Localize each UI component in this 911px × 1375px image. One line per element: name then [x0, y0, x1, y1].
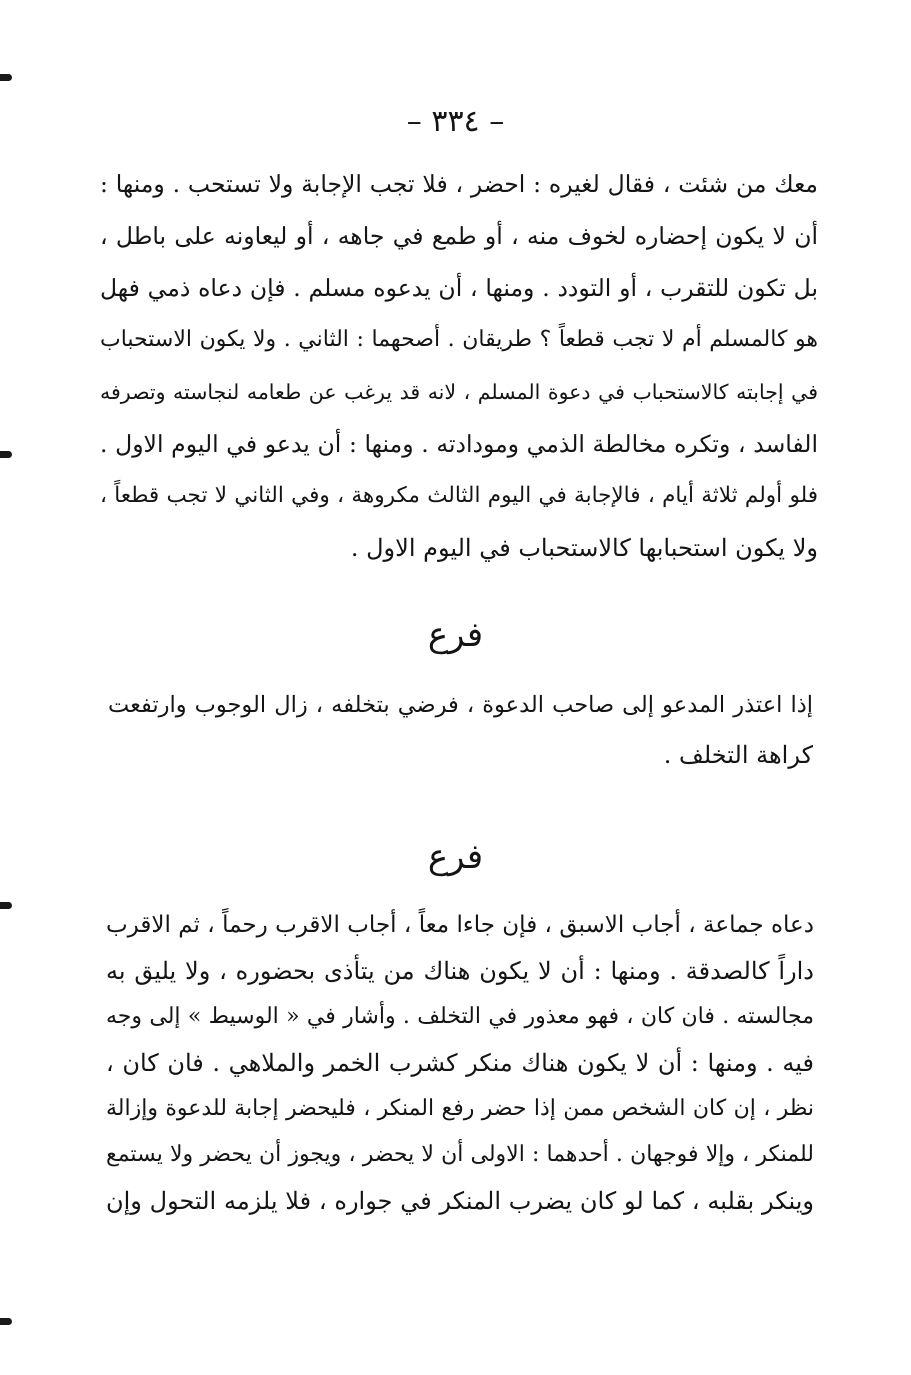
- paragraph-2: [108, 680, 813, 780]
- text-line: في إجابته كالاستحباب في دعوة المسلم ، لانه قد يرغب عن طعامه لنجاسته وتصرفه: [100, 380, 818, 404]
- text-line: كراهة التخلف .: [663, 741, 813, 769]
- text-line: دعاه جماعة ، أجاب الاسبق ، فإن جاءا معاً ، أجاب الاقرب رحماً ، ثم الاقرب: [106, 912, 814, 938]
- text-line: هو كالمسلم أم لا تجب قطعاً ؟ طريقان . أصحهما : الثاني . ولا يكون الاستحباب: [100, 327, 818, 352]
- text-line: فيه . ومنها : أن لا يكون هناك منكر كشرب الخمر والملاهي . فان كان ،: [106, 1049, 814, 1077]
- text-line: ولا يكون استحبابها كالاستحباب في اليوم الاول .: [350, 534, 818, 562]
- text-line: إذا اعتذر المدعو إلى صاحب الدعوة ، فرضي بتخلفه ، زال الوجوب وارتفعت: [108, 692, 813, 718]
- text-line: للمنكر ، وإلا فوجهان . أحدهما : الاولى أن لا يحضر ، ويجوز أن يحضر ولا يستمع: [106, 1142, 814, 1167]
- text-line: مجالسته . فان كان ، فهو معذور في التخلف . وأشار في « الوسيط » إلى وجه: [106, 1004, 814, 1029]
- margin-mark: [0, 451, 12, 458]
- text-line: نظر ، إن كان الشخص ممن إذا حضر رفع المنكر ، فليحضر إجابة للدعوة وإزالة: [106, 1096, 814, 1121]
- text-line: بل تكون للتقرب ، أو التودد . ومنها ، أن يدعوه مسلم . فإن دعاه ذمي فهل: [100, 274, 818, 302]
- text-line: معك من شئت ، فقال لغيره : احضر ، فلا تجب الإجابة ولا تستحب . ومنها :: [100, 170, 818, 198]
- section-heading: فرع: [427, 837, 484, 877]
- page-number: – ٣٣٤ –: [406, 104, 505, 139]
- text-line: أن لا يكون إحضاره لخوف منه ، أو طمع في جاهه ، أو ليعاونه على باطل ،: [100, 222, 818, 250]
- margin-mark: [0, 902, 12, 909]
- margin-mark: [0, 74, 12, 81]
- text-line: الفاسد ، وتكره مخالطة الذمي ومودادته . ومنها : أن يدعو في اليوم الاول .: [100, 430, 818, 458]
- text-line: داراً كالصدقة . ومنها : أن لا يكون هناك من يتأذى بحضوره ، ولا يليق به: [106, 957, 814, 985]
- paragraph-3: [106, 902, 814, 1224]
- section-heading: فرع: [427, 615, 484, 655]
- text-line: وينكر بقلبه ، كما لو كان يضرب المنكر في جواره ، فلا يلزمه التحول وإن: [106, 1187, 814, 1215]
- paragraph-1: [100, 158, 818, 574]
- text-line: فلو أولم ثلاثة أيام ، فالإجابة في اليوم الثالث مكروهة ، وفي الثاني لا تجب قطعاً ،: [100, 483, 818, 508]
- margin-mark: [0, 1318, 12, 1325]
